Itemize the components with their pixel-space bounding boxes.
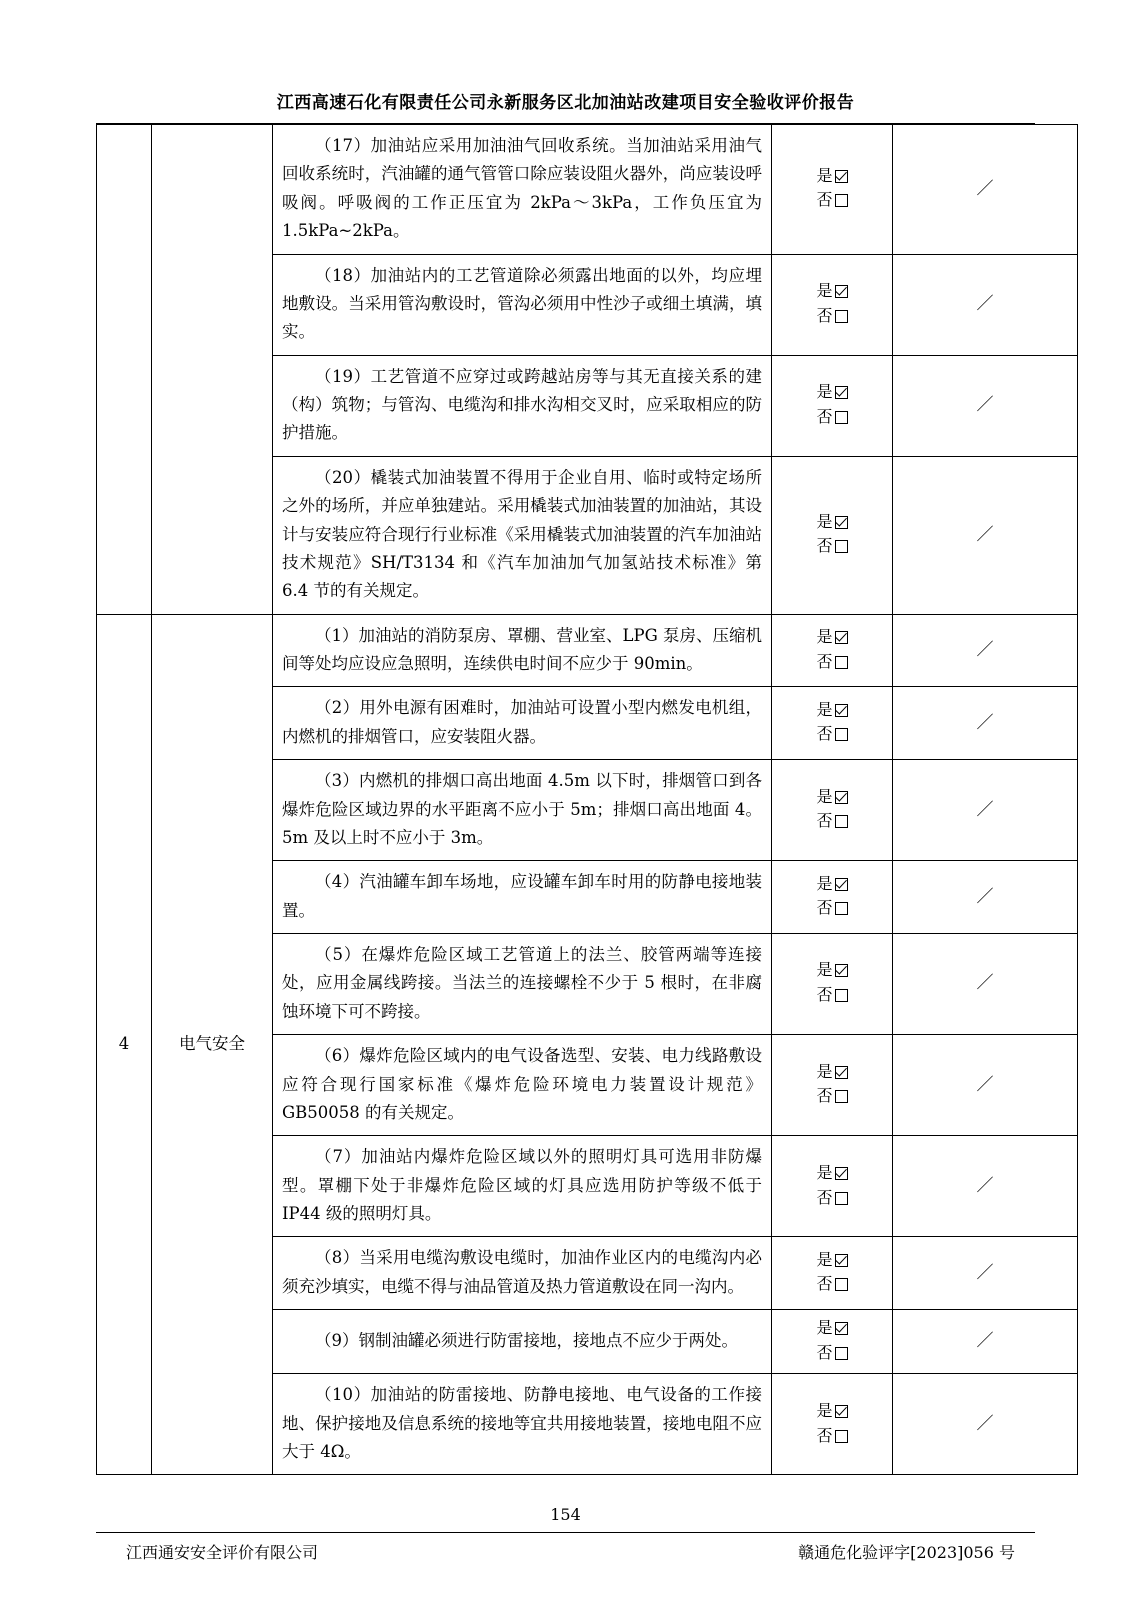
- note-cell: ／: [893, 614, 1078, 687]
- check-cell[interactable]: [772, 125, 893, 255]
- checkbox-unchecked-icon[interactable]: [835, 656, 848, 669]
- note-cell: ／: [893, 1310, 1078, 1374]
- checklist-item-text: （1）加油站的消防泵房、罩棚、营业室、LPG 泵房、压缩机间等处均应设应急照明，连续供电时间不应少于 90min。: [273, 614, 772, 687]
- checklist-item-text: （18）加油站内的工艺管道除必须露出地面的以外，均应埋地敷设。当采用管沟敷设时，管沟必须用中性沙子或细土填满，填实。: [273, 254, 772, 355]
- checkbox-unchecked-icon[interactable]: [835, 411, 848, 424]
- note-cell: ／: [893, 1374, 1078, 1475]
- checklist-item-text: （10）加油站的防雷接地、防静电接地、电气设备的工作接地、保护接地及信息系统的接地等宜共用接地装置，接地电阻不应大于 4Ω。: [273, 1374, 772, 1475]
- no-label: 否: [816, 811, 833, 831]
- footer-doc-code: 赣通危化验评字[2023]056 号: [798, 1543, 1015, 1563]
- check-cell[interactable]: [772, 254, 893, 355]
- no-label: 否: [816, 898, 833, 918]
- yes-no-group[interactable]: [816, 164, 847, 214]
- note-cell: ／: [893, 861, 1078, 934]
- no-option[interactable]: [816, 1343, 847, 1362]
- no-option[interactable]: [816, 724, 847, 743]
- no-label: 否: [816, 1187, 833, 1207]
- checkbox-checked-icon[interactable]: [835, 1254, 848, 1267]
- checklist-item-text: （4）汽油罐车卸车场地，应设罐车卸车时用的防静电接地装置。: [273, 861, 772, 934]
- checklist-item-text: （3）内燃机的排烟口高出地面 4.5m 以下时，排烟管口到各爆炸危险区域边界的水平距离不应小于 5m；排烟口高出地面 4。5m 及以上时不应小于 3m。: [273, 760, 772, 861]
- yes-label: 是: [816, 1061, 833, 1081]
- note-cell: ／: [893, 355, 1078, 456]
- no-option[interactable]: [816, 1426, 847, 1445]
- no-label: 否: [816, 190, 833, 210]
- no-label: 否: [816, 1425, 833, 1445]
- checkbox-unchecked-icon[interactable]: [835, 1192, 848, 1205]
- checkbox-checked-icon[interactable]: [835, 516, 848, 529]
- yes-no-group[interactable]: [816, 279, 847, 329]
- check-cell[interactable]: [772, 760, 893, 861]
- checkbox-unchecked-icon[interactable]: [835, 1430, 848, 1443]
- checkbox-checked-icon[interactable]: [835, 791, 848, 804]
- no-option[interactable]: [816, 1274, 847, 1293]
- yes-option[interactable]: [816, 382, 847, 401]
- no-label: 否: [816, 406, 833, 426]
- footer-row: [96, 1540, 1035, 1563]
- checkbox-checked-icon[interactable]: [835, 1405, 848, 1418]
- check-cell[interactable]: [772, 1035, 893, 1136]
- no-option[interactable]: [816, 1188, 847, 1207]
- no-option[interactable]: [816, 190, 847, 209]
- checkbox-unchecked-icon[interactable]: [835, 310, 848, 323]
- yes-label: 是: [816, 1249, 833, 1269]
- yes-option[interactable]: [816, 627, 847, 646]
- yes-option[interactable]: [816, 1250, 847, 1269]
- checkbox-unchecked-icon[interactable]: [835, 540, 848, 553]
- checkbox-checked-icon[interactable]: [835, 878, 848, 891]
- yes-no-group[interactable]: [816, 872, 847, 922]
- yes-option[interactable]: [816, 874, 847, 893]
- yes-option[interactable]: [816, 960, 847, 979]
- page-title: 江西高速石化有限责任公司永新服务区北加油站改建项目安全验收评价报告: [276, 93, 855, 113]
- yes-option[interactable]: [816, 1062, 847, 1081]
- checklist-item-text: （9）钢制油罐必须进行防雷接地，接地点不应少于两处。: [273, 1310, 772, 1374]
- check-cell[interactable]: [772, 456, 893, 614]
- checkbox-checked-icon[interactable]: [835, 170, 848, 183]
- row-category: 电气安全: [152, 614, 273, 1475]
- yes-no-group[interactable]: [816, 785, 847, 835]
- checklist-table: [96, 124, 1078, 1475]
- yes-label: 是: [816, 1162, 833, 1182]
- footer-divider: [96, 1532, 1035, 1533]
- yes-label: 是: [816, 1400, 833, 1420]
- check-cell[interactable]: [772, 1237, 893, 1310]
- note-cell: ／: [893, 125, 1078, 255]
- note-cell: ／: [893, 254, 1078, 355]
- no-option[interactable]: [816, 985, 847, 1004]
- check-cell[interactable]: [772, 1310, 893, 1374]
- page-footer: [96, 1505, 1035, 1563]
- note-cell: ／: [893, 1035, 1078, 1136]
- table-row: [97, 614, 1078, 687]
- no-option[interactable]: [816, 536, 847, 555]
- check-cell[interactable]: [772, 687, 893, 760]
- note-cell: ／: [893, 687, 1078, 760]
- yes-label: 是: [816, 699, 833, 719]
- checkbox-unchecked-icon[interactable]: [835, 1347, 848, 1360]
- check-cell[interactable]: [772, 1136, 893, 1237]
- row-number: 4: [97, 614, 152, 1475]
- yes-option[interactable]: [816, 1163, 847, 1182]
- yes-option[interactable]: [816, 1318, 847, 1337]
- yes-no-group[interactable]: [816, 1399, 847, 1449]
- yes-label: 是: [816, 786, 833, 806]
- checkbox-unchecked-icon[interactable]: [835, 1278, 848, 1291]
- row-category-blank: [152, 125, 273, 615]
- checklist-item-text: （19）工艺管道不应穿过或跨越站房等与其无直接关系的建（构）筑物；与管沟、电缆沟和排水沟相交叉时，应采取相应的防护措施。: [273, 355, 772, 456]
- yes-no-group[interactable]: [816, 380, 847, 430]
- page-number: 154: [550, 1505, 581, 1525]
- checkbox-checked-icon[interactable]: [835, 704, 848, 717]
- yes-label: 是: [816, 960, 833, 980]
- yes-option[interactable]: [816, 787, 847, 806]
- yes-no-group[interactable]: [816, 625, 847, 675]
- check-cell[interactable]: [772, 614, 893, 687]
- checklist-item-text: （17）加油站应采用加油油气回收系统。当加油站采用油气回收系统时，汽油罐的通气管管口除应装设阻火器外，尚应装设呼吸阀。呼吸阀的工作正压宜为 2kPa～3kPa，工作负压宜为 1.5kPa~2kPa。: [273, 125, 772, 255]
- table-row: [97, 125, 1078, 255]
- yes-option[interactable]: [816, 166, 847, 185]
- no-option[interactable]: [816, 652, 847, 671]
- no-label: 否: [816, 536, 833, 556]
- no-option[interactable]: [816, 898, 847, 917]
- yes-label: 是: [816, 280, 833, 300]
- no-option[interactable]: [816, 306, 847, 325]
- yes-option[interactable]: [816, 700, 847, 719]
- checkbox-checked-icon[interactable]: [835, 285, 848, 298]
- yes-label: 是: [816, 382, 833, 402]
- yes-label: 是: [816, 1318, 833, 1338]
- note-cell: ／: [893, 1136, 1078, 1237]
- yes-option[interactable]: [816, 512, 847, 531]
- checkbox-unchecked-icon[interactable]: [835, 194, 848, 207]
- note-cell: ／: [893, 1237, 1078, 1310]
- no-option[interactable]: [816, 1086, 847, 1105]
- check-cell[interactable]: [772, 1374, 893, 1475]
- yes-no-group[interactable]: [816, 1060, 847, 1110]
- no-label: 否: [816, 724, 833, 744]
- row-number-blank: [97, 125, 152, 615]
- checkbox-checked-icon[interactable]: [835, 631, 848, 644]
- yes-label: 是: [816, 626, 833, 646]
- checkbox-checked-icon[interactable]: [835, 386, 848, 399]
- no-label: 否: [816, 651, 833, 671]
- yes-option[interactable]: [816, 1401, 847, 1420]
- note-cell: ／: [893, 456, 1078, 614]
- checklist-item-text: （5）在爆炸危险区域工艺管道上的法兰、胶管两端等连接处，应用金属线跨接。当法兰的连接螺栓不少于 5 根时，在非腐蚀环境下可不跨接。: [273, 934, 772, 1035]
- checkbox-checked-icon[interactable]: [835, 1066, 848, 1079]
- checklist-item-text: （20）橇装式加油装置不得用于企业自用、临时或特定场所之外的场所，并应单独建站。采用橇装式加油装置的加油站，其设计与安装应符合现行行业标准《采用橇装式加油装置的汽车加油站技术规范》SH/T3134 和《汽车加油加气加氢站技术标准》第 6.4 节的有关规定。: [273, 456, 772, 614]
- checklist-item-text: （6）爆炸危险区域内的电气设备选型、安装、电力线路敷设应符合现行国家标准《爆炸危险环境电力装置设计规范》GB50058 的有关规定。: [273, 1035, 772, 1136]
- note-cell: ／: [893, 760, 1078, 861]
- checkbox-checked-icon[interactable]: [835, 964, 848, 977]
- check-cell[interactable]: [772, 355, 893, 456]
- yes-option[interactable]: [816, 281, 847, 300]
- checklist-item-text: （7）加油站内爆炸危险区域以外的照明灯具可选用非防爆型。罩棚下处于非爆炸危险区域的灯具应选用防护等级不低于 IP44 级的照明灯具。: [273, 1136, 772, 1237]
- checkbox-unchecked-icon[interactable]: [835, 989, 848, 1002]
- checklist-item-text: （8）当采用电缆沟敷设电缆时，加油作业区内的电缆沟内必须充沙填实，电缆不得与油品管道及热力管道敷设在同一沟内。: [273, 1237, 772, 1310]
- checkbox-checked-icon[interactable]: [835, 1167, 848, 1180]
- no-label: 否: [816, 305, 833, 325]
- yes-no-group[interactable]: [816, 1161, 847, 1211]
- note-cell: ／: [893, 934, 1078, 1035]
- checkbox-unchecked-icon[interactable]: [835, 1090, 848, 1103]
- no-label: 否: [816, 1274, 833, 1294]
- footer-company: 江西通安安全评价有限公司: [126, 1543, 319, 1563]
- no-option[interactable]: [816, 811, 847, 830]
- yes-no-group[interactable]: [816, 510, 847, 560]
- yes-no-group[interactable]: [816, 698, 847, 748]
- yes-no-group[interactable]: [816, 1248, 847, 1298]
- checkbox-unchecked-icon[interactable]: [835, 728, 848, 741]
- check-cell[interactable]: [772, 934, 893, 1035]
- no-label: 否: [816, 1342, 833, 1362]
- yes-label: 是: [816, 165, 833, 185]
- checkbox-checked-icon[interactable]: [835, 1322, 848, 1335]
- checkbox-unchecked-icon[interactable]: [835, 902, 848, 915]
- no-label: 否: [816, 1086, 833, 1106]
- checklist-item-text: （2）用外电源有困难时，加油站可设置小型内燃发电机组，内燃机的排烟管口，应安装阻火器。: [273, 687, 772, 760]
- yes-no-group[interactable]: [816, 1316, 847, 1366]
- yes-label: 是: [816, 511, 833, 531]
- checklist-table-body: [97, 125, 1078, 1475]
- yes-no-group[interactable]: [816, 958, 847, 1008]
- checkbox-unchecked-icon[interactable]: [835, 815, 848, 828]
- no-label: 否: [816, 985, 833, 1005]
- check-cell[interactable]: [772, 861, 893, 934]
- no-option[interactable]: [816, 407, 847, 426]
- yes-label: 是: [816, 873, 833, 893]
